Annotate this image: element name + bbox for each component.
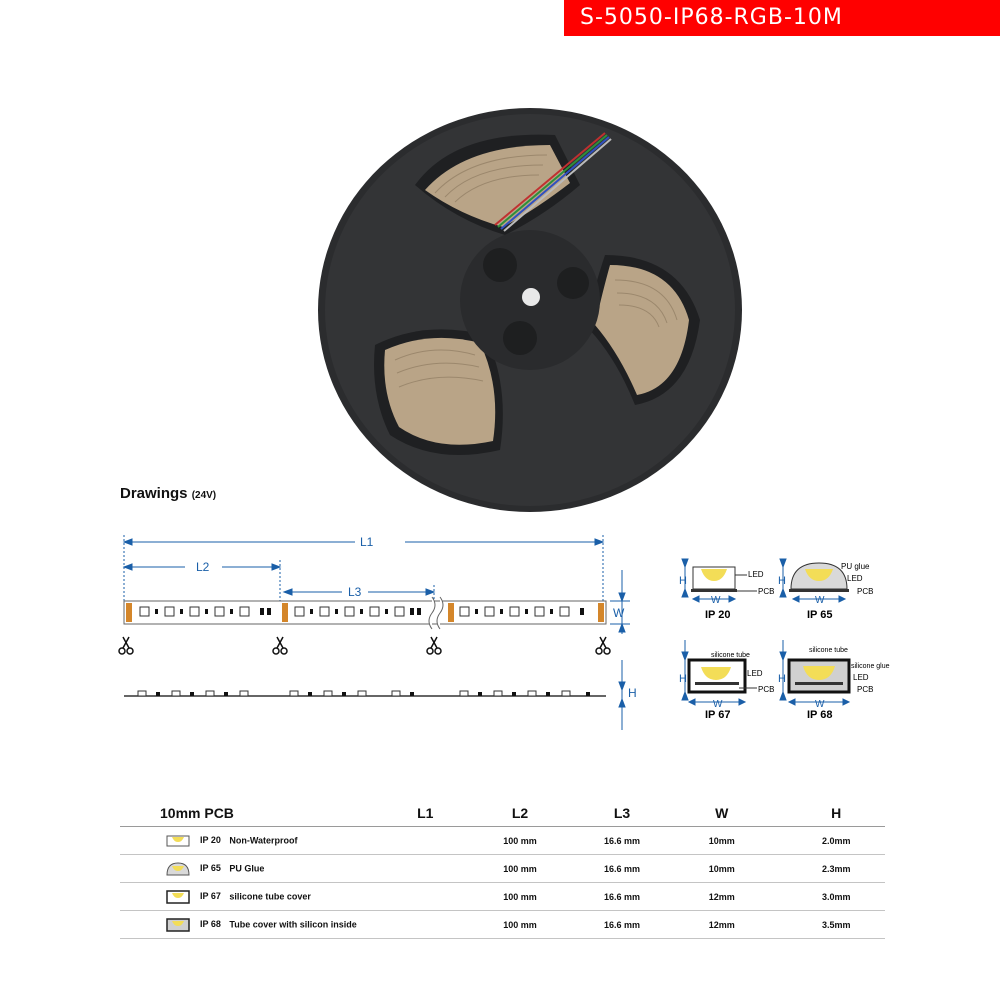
row-code: IP 65 [200, 862, 221, 873]
header-l3: L3 [588, 800, 656, 827]
row-l2: 100 mm [452, 827, 588, 855]
row-l3: 16.6 mm [588, 827, 656, 855]
svg-text:H: H [778, 575, 786, 587]
header-l1: L1 [398, 800, 452, 827]
drawings-voltage: (24V) [191, 490, 217, 501]
header-h: H [787, 800, 885, 827]
row-l3: 16.6 mm [588, 883, 656, 911]
dim-l1-label: L1 [360, 535, 374, 549]
header-l2: L2 [452, 800, 588, 827]
ip65-label-pu-glue: PU glue [841, 562, 870, 571]
ip67-diagram [675, 640, 780, 722]
spec-table-header [120, 800, 885, 827]
svg-text:W: W [815, 699, 825, 710]
row-l1 [398, 855, 452, 883]
ip65-diagram [775, 555, 895, 625]
product-code-banner [564, 0, 1000, 36]
header-w: W [656, 800, 787, 827]
dim-w-label: W [613, 606, 625, 620]
strip-dimension-drawing [110, 525, 650, 740]
ip68-label-silicone-glue: silicone glue [851, 663, 890, 670]
ip20-label-pcb: PCB [758, 587, 775, 596]
row-l3: 16.6 mm [588, 911, 656, 939]
row-l1 [398, 883, 452, 911]
table-row [120, 855, 885, 883]
row-l2: 100 mm [452, 855, 588, 883]
row-type-cell [120, 855, 398, 883]
drawings-heading [120, 485, 216, 502]
svg-text:H: H [679, 673, 687, 685]
svg-text:W: W [815, 595, 825, 606]
table-row [120, 827, 885, 855]
ip20-label-code: IP 20 [705, 609, 731, 621]
svg-text:H: H [679, 575, 687, 587]
ip68-row-icon [166, 918, 190, 932]
ip20-diagram [675, 555, 780, 625]
row-h: 2.3mm [787, 855, 885, 883]
ip67-label-code: IP 67 [705, 709, 731, 721]
svg-text:W: W [711, 595, 721, 606]
ip68-diagram [775, 640, 895, 722]
ip68-label-silicone-tube: silicone tube [809, 647, 848, 654]
row-type-cell [120, 883, 398, 911]
row-desc: silicone tube cover [229, 890, 311, 901]
row-h: 3.5mm [787, 911, 885, 939]
row-type-cell [120, 827, 398, 855]
row-desc: Non-Waterproof [229, 834, 298, 845]
row-type-cell [120, 911, 398, 939]
row-h: 2.0mm [787, 827, 885, 855]
ip68-label-pcb: PCB [857, 685, 874, 694]
row-w: 12mm [656, 883, 787, 911]
svg-text:H: H [778, 673, 786, 685]
row-desc: Tube cover with silicon inside [229, 918, 357, 929]
svg-text:W: W [713, 699, 723, 710]
row-w: 10mm [656, 855, 787, 883]
row-code: IP 20 [200, 834, 221, 845]
row-l1 [398, 827, 452, 855]
ip68-label-led: LED [853, 673, 869, 682]
row-l2: 100 mm [452, 911, 588, 939]
led-strip-reel-image [315, 105, 745, 515]
ip67-label-led: LED [747, 669, 763, 678]
header-pcb: 10mm PCB [120, 800, 398, 827]
row-w: 10mm [656, 827, 787, 855]
ip65-label-pcb: PCB [857, 587, 874, 596]
ip20-label-led: LED [748, 570, 764, 579]
row-w: 12mm [656, 911, 787, 939]
dim-l3-label: L3 [348, 585, 362, 599]
table-row [120, 911, 885, 939]
product-code: S-5050-IP68-RGB-10M [580, 5, 843, 30]
ip67-label-pcb: PCB [758, 685, 775, 694]
row-l1 [398, 911, 452, 939]
table-row [120, 883, 885, 911]
drawings-title: Drawings [120, 485, 188, 502]
dim-h-label: H [628, 686, 637, 700]
ip20-row-icon [166, 834, 190, 848]
row-desc: PU Glue [229, 862, 265, 873]
row-code: IP 67 [200, 890, 221, 901]
ip65-label-code: IP 65 [807, 609, 833, 621]
row-l2: 100 mm [452, 883, 588, 911]
row-code: IP 68 [200, 918, 221, 929]
ip65-label-led: LED [847, 574, 863, 583]
row-l3: 16.6 mm [588, 855, 656, 883]
ip68-label-code: IP 68 [807, 709, 833, 721]
dim-l2-label: L2 [196, 560, 210, 574]
ip67-row-icon [166, 890, 190, 904]
ip65-row-icon [166, 862, 190, 876]
ip67-label-silicone-tube: silicone tube [711, 652, 750, 659]
spec-table [120, 800, 885, 939]
row-h: 3.0mm [787, 883, 885, 911]
